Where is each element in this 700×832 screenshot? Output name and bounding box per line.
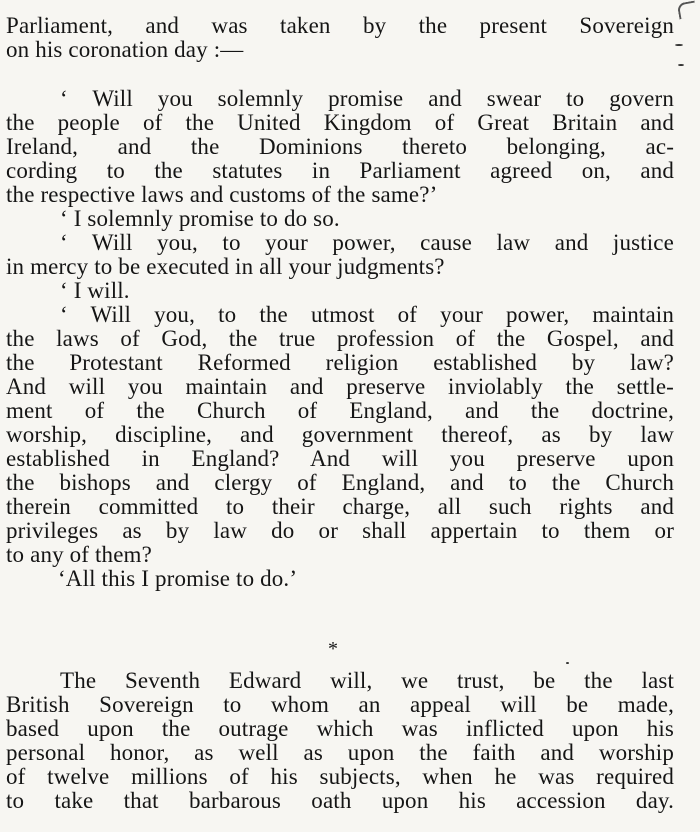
section-separator-star: * [328,638,338,660]
text-line: ‘ Will you, to your power, cause law and justice [60,230,674,255]
text-line: based upon the outrage which was inflicted upon his [6,716,674,741]
text-line: ment of the Church of England, and the doctrine, [6,398,674,423]
text-line: ‘ Will you solemnly promise and swear to govern [60,86,674,111]
text-line: to any of them? [6,542,152,567]
text-line: therein committed to their charge, all such rights and [6,494,674,519]
text-line: the bishops and clergy of England, and to the Church [6,470,674,495]
text-line: ‘ Will you, to the utmost of your power, maintain [60,302,674,327]
text-line: cording to the statutes in Parliament agreed on, and [6,158,674,183]
text-line: the laws of God, the true profession of the Gospel, and [6,326,674,351]
text-line: on his coronation day :— [6,37,244,62]
text-line: of twelve millions of his subjects, when he was required [6,764,674,789]
text-line: personal honor, as well as upon the faith and worship [6,740,674,765]
scan-speck [678,64,684,66]
text-line: ‘All this I promise to do.’ [58,566,298,591]
scan-speck [675,44,683,46]
text-line: in mercy to be executed in all your judgments? [6,254,445,279]
text-line: to take that barbarous oath upon his accession day. [6,788,674,813]
scan-speck [566,662,569,664]
text-line: And will you maintain and preserve inviolably the settle- [6,374,674,399]
text-line: worship, discipline, and government thereof, as by law [6,422,674,447]
text-line: Ireland, and the Dominions thereto belonging, ac- [6,134,674,159]
page-corner-mark [677,1,698,20]
text-line: established in England? And will you preserve upon [6,446,674,471]
text-line: British Sovereign to whom an appeal will be made, [6,692,674,717]
text-line: privileges as by law do or shall appertain to them or [6,518,674,543]
text-line: the people of the United Kingdom of Great Britain and [6,110,674,135]
text-line: the respective laws and customs of the same?’ [6,182,438,207]
text-line: ‘ I solemnly promise to do so. [60,206,340,231]
text-line: Parliament, and was taken by the present Sovereign [6,13,674,38]
text-line: The Seventh Edward will, we trust, be the last [60,668,674,693]
text-line: ‘ I will. [60,278,130,303]
text-line: the Protestant Reformed religion established by law? [6,350,674,375]
